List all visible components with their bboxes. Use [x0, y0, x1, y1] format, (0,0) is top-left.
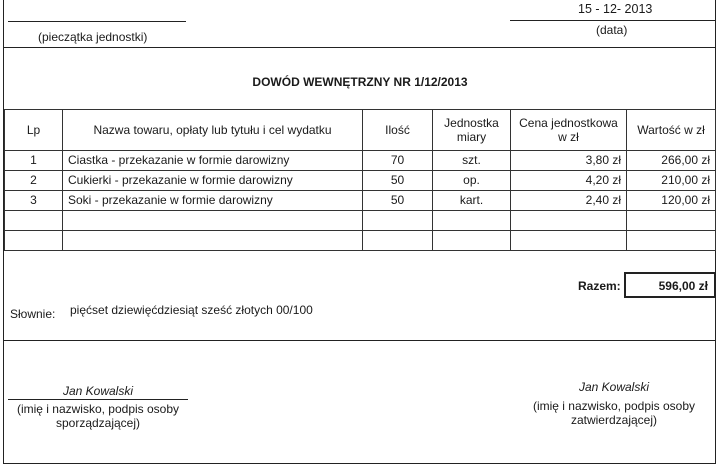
table-row: [5, 171, 716, 191]
cell-value: 120,00 zł: [627, 191, 716, 211]
cell-quantity: 50: [363, 191, 433, 211]
date-label: (data): [596, 23, 628, 37]
column-header-quantity: Ilość: [363, 110, 433, 151]
cell-value: [627, 231, 716, 251]
cell-unit-price: 3,80 zł: [511, 151, 627, 171]
in-words-label: Słownie:: [10, 307, 56, 321]
cell-lp: 1: [5, 151, 63, 171]
cell-unit-price: [511, 211, 627, 231]
table-row-empty: [5, 231, 716, 251]
table-row: [5, 191, 716, 211]
in-words-value: pięćset dziewięćdziesiąt sześć złotych 00/100: [70, 303, 313, 317]
cell-unit-price: [511, 231, 627, 251]
table-row-empty: [5, 211, 716, 231]
cell-value: [627, 211, 716, 231]
document-title: DOWÓD WEWNĘTRZNY NR 1/12/2013: [252, 75, 468, 89]
cell-unit: [433, 231, 511, 251]
cell-unit: [433, 211, 511, 231]
date-value: 15 - 12- 2013: [578, 2, 653, 16]
cell-unit: szt.: [433, 151, 511, 171]
cell-name: [63, 211, 363, 231]
cell-quantity: 70: [363, 151, 433, 171]
cell-lp: 3: [5, 191, 63, 211]
column-header-name: Nazwa towaru, opłaty lub tytułu i cel wydatku: [63, 110, 363, 151]
signature-divider: [3, 340, 716, 341]
cell-unit: op.: [433, 171, 511, 191]
column-header-unit-price: Cena jednostkowa w zł: [511, 110, 627, 151]
cell-lp: [5, 231, 63, 251]
stamp-line: [8, 21, 186, 22]
date-line: [510, 20, 716, 21]
cell-quantity: [363, 211, 433, 231]
cell-quantity: 50: [363, 171, 433, 191]
cell-unit-price: 4,20 zł: [511, 171, 627, 191]
column-header-lp: Lp: [5, 110, 63, 151]
cell-lp: 2: [5, 171, 63, 191]
cell-unit: kart.: [433, 191, 511, 211]
total-value: 596,00 zł: [624, 272, 716, 298]
items-table: [4, 109, 716, 251]
cell-value: 266,00 zł: [627, 151, 716, 171]
cell-lp: [5, 211, 63, 231]
header-divider: [3, 47, 716, 48]
right-signature-caption-2: zatwierdzającej): [570, 413, 658, 427]
cell-name: Cukierki - przekazanie w formie darowizny: [63, 171, 363, 191]
cell-quantity: [363, 231, 433, 251]
right-signature-name: Jan Kowalski: [578, 380, 650, 394]
stamp-label: (pieczątka jednostki): [38, 30, 148, 44]
column-header-value: Wartość w zł: [627, 110, 716, 151]
table-row: [5, 151, 716, 171]
left-signature-caption-2: sporządzającej): [55, 416, 141, 430]
total-label: Razem:: [578, 279, 621, 293]
right-signature-caption-1: (imię i nazwisko, podpis osoby: [532, 399, 696, 413]
cell-unit-price: 2,40 zł: [511, 191, 627, 211]
cell-name: [63, 231, 363, 251]
cell-value: 210,00 zł: [627, 171, 716, 191]
column-header-unit: Jednostka miary: [433, 110, 511, 151]
cell-name: Ciastka - przekazanie w formie darowizny: [63, 151, 363, 171]
left-signature-name: Jan Kowalski: [62, 384, 134, 398]
left-signature-caption-1: (imię i nazwisko, podpis osoby: [16, 402, 180, 416]
left-signature-line: [8, 399, 188, 400]
cell-name: Soki - przekazanie w formie darowizny: [63, 191, 363, 211]
table-header-row: [5, 110, 716, 151]
